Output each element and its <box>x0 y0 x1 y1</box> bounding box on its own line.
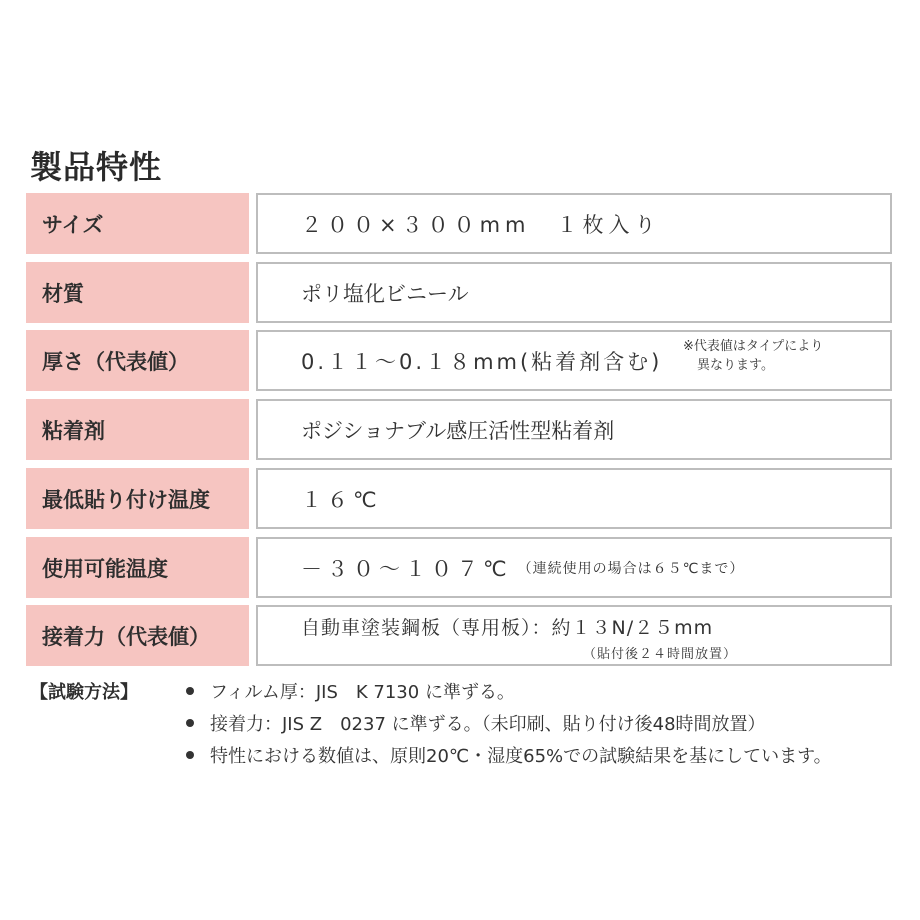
test-method-text: 特性における数値は、原則20℃・湿度65%での試験結果を基にしています。 <box>210 746 832 767</box>
spec-value-usable-temp: －３０～１０７℃ <box>301 556 512 581</box>
spec-value-adhesive: ポジショナブル感圧活性型粘着剤 <box>301 418 615 443</box>
spec-label-material: 材質 <box>26 262 249 323</box>
spec-value-box-usable-temp <box>256 537 892 598</box>
spec-value-material: ポリ塩化ビニール <box>301 281 469 306</box>
spec-note-adhesion: （貼付後２４時間放置） <box>583 647 738 662</box>
spec-label-adhesive: 粘着剤 <box>26 399 249 460</box>
spec-note-thickness-line2: 異なります。 <box>697 358 774 373</box>
test-method-item <box>186 710 766 736</box>
bullet-icon <box>186 687 194 695</box>
spec-label-size: サイズ <box>26 193 249 254</box>
spec-label-adhesion: 接着力（代表値） <box>26 605 249 666</box>
test-method-item <box>186 678 515 704</box>
spec-row-adhesion <box>26 605 892 666</box>
spec-row-thickness <box>26 330 892 391</box>
spec-label-usable-temp: 使用可能温度 <box>26 537 249 598</box>
bullet-icon <box>186 719 194 727</box>
spec-value-usable-temp-wrap <box>301 539 744 596</box>
test-method-text: 接着力：JIS Z 0237 に準ずる。（未印刷、貼り付け後48時間放置） <box>210 714 766 735</box>
spec-label-thickness: 厚さ（代表値） <box>26 330 249 391</box>
spec-row-material <box>26 262 892 323</box>
spec-note-usable-temp: （連続使用の場合は６５℃まで） <box>517 560 745 577</box>
spec-value-box-size <box>256 193 892 254</box>
bullet-icon <box>186 751 194 759</box>
spec-value-box-thickness <box>256 330 892 391</box>
test-method-text: フィルム厚：JIS K 7130 に準ずる。 <box>210 682 515 703</box>
spec-value-box-adhesion <box>256 605 892 666</box>
spec-note-thickness <box>683 337 823 375</box>
spec-value-box-adhesive <box>256 399 892 460</box>
spec-value-adhesion: 自動車塗装鋼板（専用板）：約１３N/２５mm <box>301 617 714 639</box>
spec-value-box-material <box>256 262 892 323</box>
spec-row-size <box>26 193 892 254</box>
spec-note-thickness-line1: ※代表値はタイプにより <box>683 339 824 354</box>
spec-value-box-min-temp <box>256 468 892 529</box>
page-title: 製品特性 <box>30 148 163 186</box>
spec-value-min-temp: １６℃ <box>301 487 382 512</box>
spec-row-adhesive <box>26 399 892 460</box>
spec-row-min-temp <box>26 468 892 529</box>
spec-value-size: ２００×３００mm １枚入り <box>301 212 661 237</box>
spec-label-min-temp: 最低貼り付け温度 <box>26 468 249 529</box>
spec-value-thickness: 0.１１～0.１８mm(粘着剤含む) <box>301 349 663 374</box>
test-method-item <box>186 742 832 768</box>
test-methods-heading: 【試験方法】 <box>30 682 138 703</box>
spec-row-usable-temp <box>26 537 892 598</box>
